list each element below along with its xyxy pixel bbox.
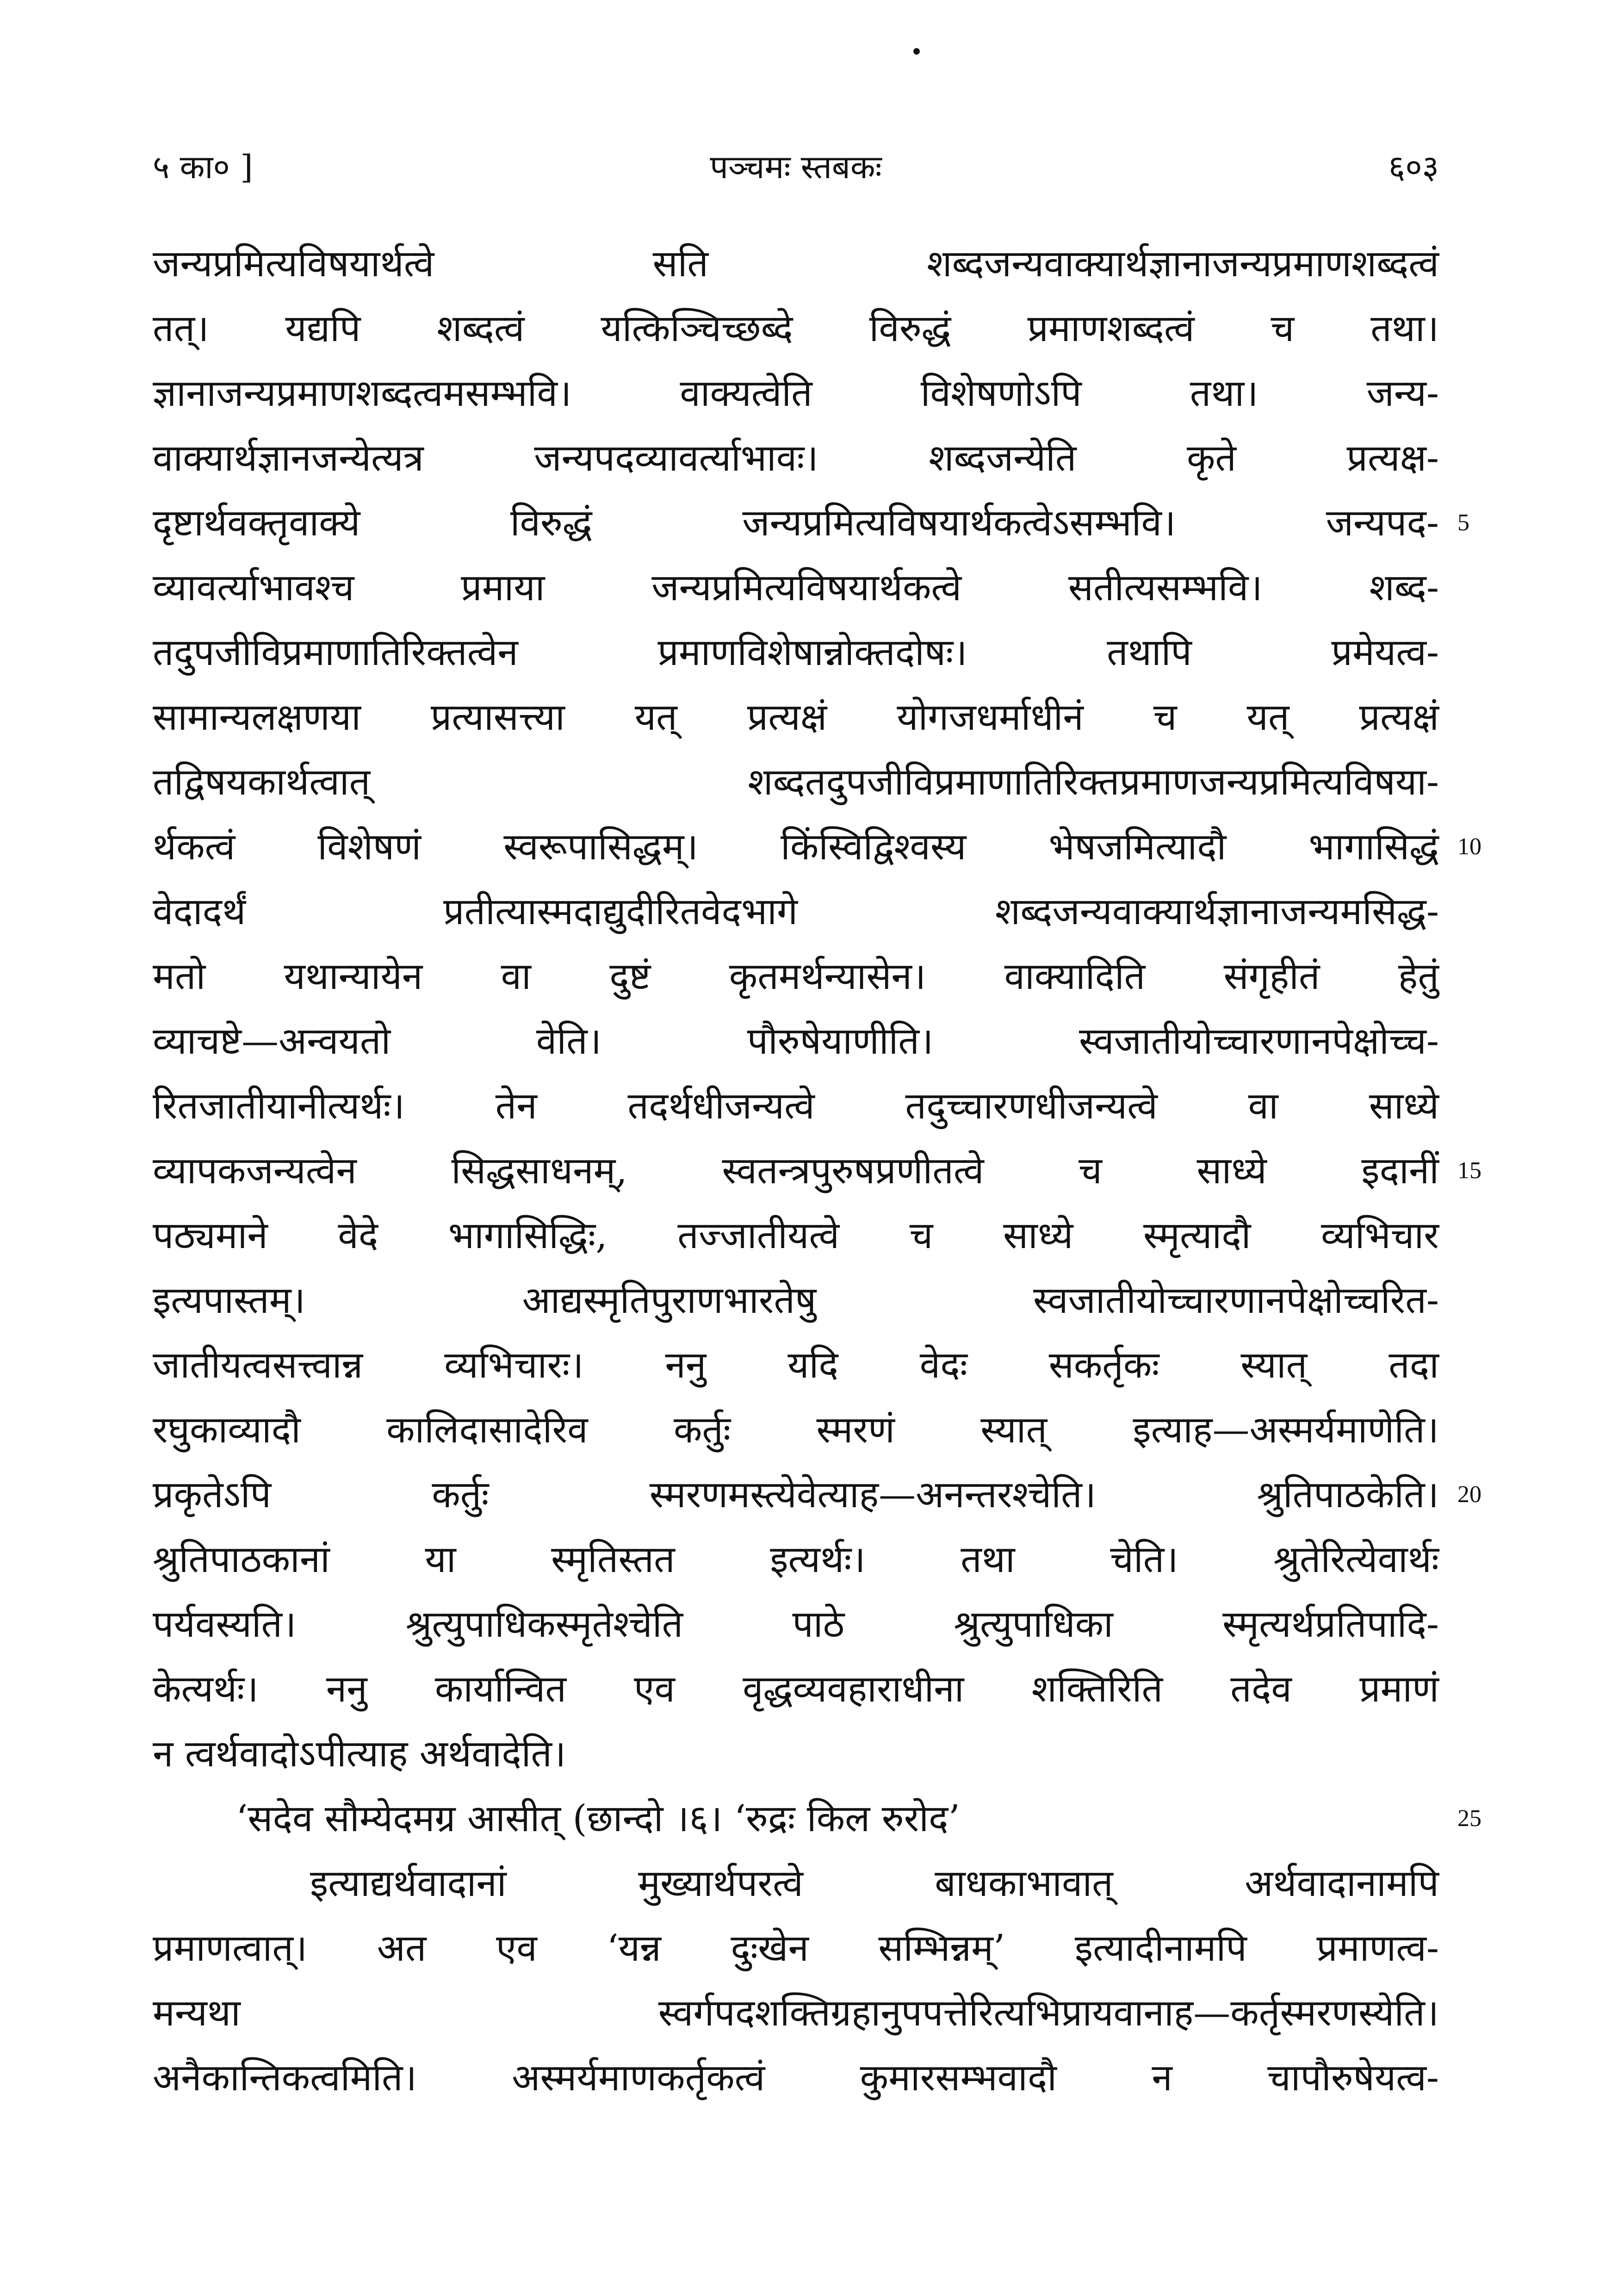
line-text: सामान्यलक्षणया प्रत्यासत्त्या यत् प्रत्यक्षं योगजधर्माधीनं च यत् प्रत्यक्षं <box>153 696 1439 739</box>
text-line <box>153 296 1439 361</box>
text-line <box>153 814 1481 879</box>
text-line <box>153 1527 1439 1592</box>
page-header <box>153 139 1439 194</box>
line-text: पठ्यमाने वेदे भागासिद्धिः, तज्जातीयत्वे च साध्ये स्मृत्यादौ व्यभिचार <box>153 1214 1439 1257</box>
line-text: तद्विषयकार्थत्वात् शब्दतदुपजीविप्रमाणातिरिक्तप्रमाणजन्यप्रमित्यविषया- <box>153 760 1439 803</box>
line-text: रघुकाव्यादौ कालिदासादेरिव कर्तुः स्मरणं स्यात् इत्याह—अस्मर्यमाणेति। <box>153 1408 1439 1451</box>
text-line <box>153 361 1439 426</box>
text-line <box>153 1592 1439 1657</box>
text-line <box>153 1851 1439 1916</box>
line-text: श्रुतिपाठकानां या स्मृतिस्तत इत्यर्थः। तथा चेति। श्रुतेरित्येवार्थः <box>153 1538 1439 1581</box>
commentary-body <box>153 231 1481 2110</box>
line-text: अनैकान्तिकत्वमिति। अस्मर्यमाणकर्तृकत्वं कुमारसम्भवादौ न चापौरुषेयत्व- <box>153 2056 1439 2099</box>
text-line <box>153 2045 1439 2110</box>
line-number: 25 <box>1457 1805 1481 1832</box>
text-line <box>153 685 1439 750</box>
text-line <box>153 750 1439 814</box>
text-line <box>153 1138 1481 1203</box>
line-text: जन्यप्रमित्यविषयार्थत्वे सति शब्दजन्यवाक्यार्थज्ञानाजन्यप्रमाणशब्दत्वं <box>153 242 1439 285</box>
text-line <box>153 1398 1439 1462</box>
line-text: मन्यथा स्वर्गपदशक्तिग्रहानुपपत्तेरित्यभिप्रायवानाह—कर्तृस्मरणस्येति। <box>153 1991 1439 2034</box>
line-text: रितजातीयानीत्यर्थः। तेन तदर्थधीजन्यत्वे तदुच्चारणधीजन्यत्वे वा साध्ये <box>153 1084 1439 1127</box>
line-text: प्रमाणत्वात्। अत एव ‘यन्न दुःखेन सम्भिन्नम्’ इत्यादीनामपि प्रमाणत्व- <box>153 1926 1439 1970</box>
line-text: दृष्टार्थवक्तृवाक्ये विरुद्धं जन्यप्रमित्यविषयार्थकत्वेऽसम्भवि। जन्यपद- <box>153 501 1439 544</box>
text-line <box>153 1074 1439 1138</box>
text-line <box>153 1981 1439 2045</box>
line-text: न त्वर्थवादोऽपीत्याह अर्थवादेति। <box>153 1732 566 1775</box>
text-line <box>153 944 1439 1009</box>
text-line <box>153 1009 1439 1074</box>
text-line <box>153 231 1439 296</box>
chapter-marker: ५ का० ] <box>153 148 253 186</box>
line-number: 15 <box>1457 1157 1481 1184</box>
line-text: वाक्यार्थज्ञानजन्येत्यत्र जन्यपदव्यावर्त्याभावः। शब्दजन्येति कृते प्रत्यक्ष- <box>153 436 1439 479</box>
line-text: केत्यर्थः। ननु कार्यान्वित एव वृद्धव्यवहाराधीना शक्तिरिति तदेव प्रमाणं <box>153 1667 1439 1710</box>
line-text: इत्यपास्तम्। आद्यस्मृतिपुराणभारतेषु स्वजातीयोच्चारणानपेक्षोच्चरित- <box>153 1279 1439 1322</box>
text-line <box>153 1916 1439 1981</box>
line-text: ‘सदेव सौम्येदमग्र आसीत् (छान्दो ।६। ‘रुद्रः किल रुरोद’ <box>236 1797 960 1840</box>
text-line <box>153 1721 1439 1786</box>
line-text: तत्। यद्यपि शब्दत्वं यत्किञ्चिच्छब्दे विरुद्धं प्रमाणशब्दत्वं च तथा। <box>153 307 1439 350</box>
text-line <box>153 1462 1481 1527</box>
line-text: वेदादर्थं प्रतीत्यास्मदाद्युदीरितवेदभागे शब्दजन्यवाक्यार्थज्ञानाजन्यमसिद्ध- <box>153 890 1439 933</box>
line-text: व्याचष्टे—अन्वयतो वेति। पौरुषेयाणीति। स्वजातीयोच्चारणानपेक्षोच्च- <box>153 1019 1439 1062</box>
text-line <box>153 1657 1439 1721</box>
quote-line <box>153 1786 1481 1851</box>
line-text: पर्यवस्यति। श्रुत्युपाधिकस्मृतेश्चेति पाठे श्रुत्युपाधिका स्मृत्यर्थप्रतिपादि- <box>153 1603 1439 1646</box>
line-text: ज्ञानाजन्यप्रमाणशब्दत्वमसम्भवि। वाक्यत्वेति विशेषणोऽपि तथा। जन्य- <box>153 372 1439 415</box>
text-line <box>153 1333 1439 1398</box>
text-line <box>153 491 1469 555</box>
line-text: इत्याद्यर्थवादानां मुख्यार्थपरत्वे बाधकाभावात् अर्थवादानामपि <box>310 1862 1439 1905</box>
line-text: मतो यथान्यायेन वा दुष्टं कृतमर्थन्यासेन। वाक्यादिति संगृहीतं हेतुं <box>153 955 1439 998</box>
text-line <box>153 555 1439 620</box>
line-text: र्थकत्वं विशेषणं स्वरूपासिद्धम्। किंस्विद्विश्वस्य भेषजमित्यादौ भागासिद्धं <box>153 825 1439 868</box>
line-text: व्यापकजन्यत्वेन सिद्धसाधनम्, स्वतन्त्रपुरुषप्रणीतत्वे च साध्ये इदानीं <box>153 1149 1439 1192</box>
text-line <box>153 620 1439 685</box>
text-line <box>153 879 1439 944</box>
line-number: 5 <box>1457 509 1469 536</box>
text-line <box>153 426 1439 491</box>
page-mark-dot <box>913 48 920 55</box>
text-line <box>153 1268 1439 1333</box>
running-title: पञ्चमः स्तबकः <box>710 148 882 186</box>
line-text: तदुपजीविप्रमाणातिरिक्तत्वेन प्रमाणविशेषान्नोक्तदोषः। तथापि प्रमेयत्व- <box>153 631 1439 674</box>
line-number: 20 <box>1457 1481 1481 1508</box>
line-text: जातीयत्वसत्त्वान्न व्यभिचारः। ननु यदि वेदः सकर्तृकः स्यात् तदा <box>153 1343 1439 1386</box>
line-text: प्रकृतेऽपि कर्तुः स्मरणमस्त्येवेत्याह—अनन्तरश्चेति। श्रुतिपाठकेति। <box>153 1473 1439 1516</box>
line-text: व्यावर्त्याभावश्च प्रमाया जन्यप्रमित्यविषयार्थकत्वे सतीत्यसम्भवि। शब्द- <box>153 566 1439 609</box>
page-number: ६०३ <box>1388 148 1439 186</box>
text-line <box>153 1203 1439 1268</box>
line-number: 10 <box>1457 833 1481 860</box>
